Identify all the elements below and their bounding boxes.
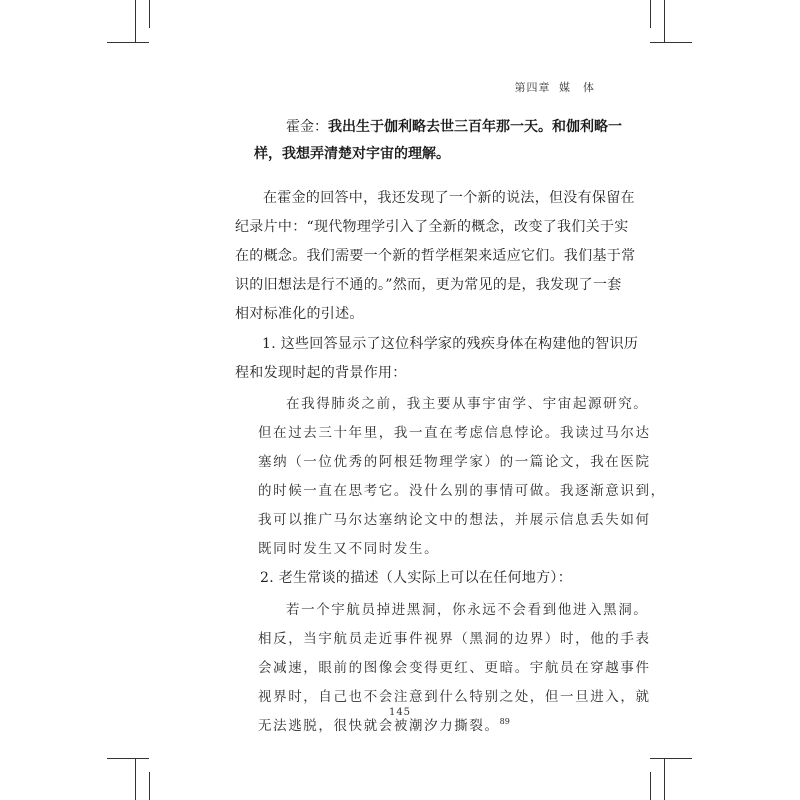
page-number: 145 xyxy=(388,707,412,718)
crop-mark-bottom-left-vertical xyxy=(135,758,136,800)
crop-mark-top-right-vertical xyxy=(650,0,651,28)
paragraph-line: 识的旧想法是行不通的。”然而，更为常见的是，我发现了一套 xyxy=(235,277,622,293)
section-title: 媒 体 xyxy=(559,81,595,94)
paragraph-line: 在的概念。我们需要一个新的哲学框架来适应它们。我们基于常 xyxy=(235,248,636,264)
crop-mark-bottom-right-horizontal xyxy=(650,758,692,759)
crop-mark-top-right-vertical-2 xyxy=(664,0,665,42)
crop-mark-top-left-vertical-2 xyxy=(149,0,150,28)
crop-mark-bottom-left-horizontal xyxy=(107,758,149,759)
list-item-2-line: 2. 老生常谈的描述（人实际上可以在任何地方）： xyxy=(260,570,573,586)
list-item-1-line: 1. 这些回答显示了这位科学家的残疾身体在构建他的智识历 xyxy=(262,336,639,352)
crop-mark-bottom-right-vertical-2 xyxy=(664,758,665,800)
footnote-marker: 89 xyxy=(499,717,510,726)
speaker-label: 霍金： xyxy=(286,119,328,135)
quote-line: 的时候一直在思考它。没什么别的事情可做。我逐渐意识到， xyxy=(258,483,666,499)
quote-line: 视界时，自己也不会注意到什么特别之处，但一旦进入，就 xyxy=(258,689,651,705)
dialogue-line-2 xyxy=(254,143,450,163)
dialogue-line-1 xyxy=(286,116,622,136)
quote-line: 若一个宇航员掉进黑洞，你永远不会看到他进入黑洞。 xyxy=(286,602,649,618)
dialogue-text-1: 我出生于伽利略去世三百年那一天。和伽利略一 xyxy=(328,119,622,135)
quote-line: 会减速，眼前的图像会变得更红、更暗。宇航员在穿越事件 xyxy=(258,660,651,676)
paragraph-line: 纪录片中：“现代物理学引入了全新的概念，改变了我们关于实 xyxy=(235,219,629,235)
list-item-1-line: 程和发现时起的背景作用： xyxy=(235,365,407,381)
quote-line: 但在过去三十年里，我一直在考虑信息悖论。我读过马尔达 xyxy=(258,425,651,441)
paragraph-line: 在霍金的回答中，我还发现了一个新的说法，但没有保留在 xyxy=(263,190,635,206)
crop-mark-bottom-right-vertical xyxy=(650,772,651,800)
crop-mark-top-left-horizontal xyxy=(107,42,149,43)
paragraph-line: 相对标准化的引述。 xyxy=(235,306,364,322)
running-header xyxy=(511,79,596,95)
chapter-label: 第四章 xyxy=(514,81,551,94)
quote-line: 在我得肺炎之前，我主要从事宇宙学、宇宙起源研究。 xyxy=(286,396,649,412)
crop-mark-top-left-vertical xyxy=(135,0,136,42)
quote-line: 塞纳（一位优秀的阿根廷物理学家）的一篇论文，我在医院 xyxy=(258,454,651,470)
quote-line: 我可以推广马尔达塞纳论文中的想法，并展示信息丢失如何 xyxy=(258,512,651,528)
quote-line: 既同时发生又不同时发生。 xyxy=(258,541,440,557)
crop-mark-bottom-left-vertical-2 xyxy=(149,772,150,800)
crop-mark-top-right-horizontal xyxy=(650,42,692,43)
quote-line: 相反，当宇航员走近事件视界（黑洞的边界）时，他的手表 xyxy=(258,631,651,647)
quote-text: 无法逃脱，很快就会被潮汐力撕裂。 xyxy=(258,718,500,734)
dialogue-text-2: 样，我想弄清楚对宇宙的理解。 xyxy=(254,146,450,162)
